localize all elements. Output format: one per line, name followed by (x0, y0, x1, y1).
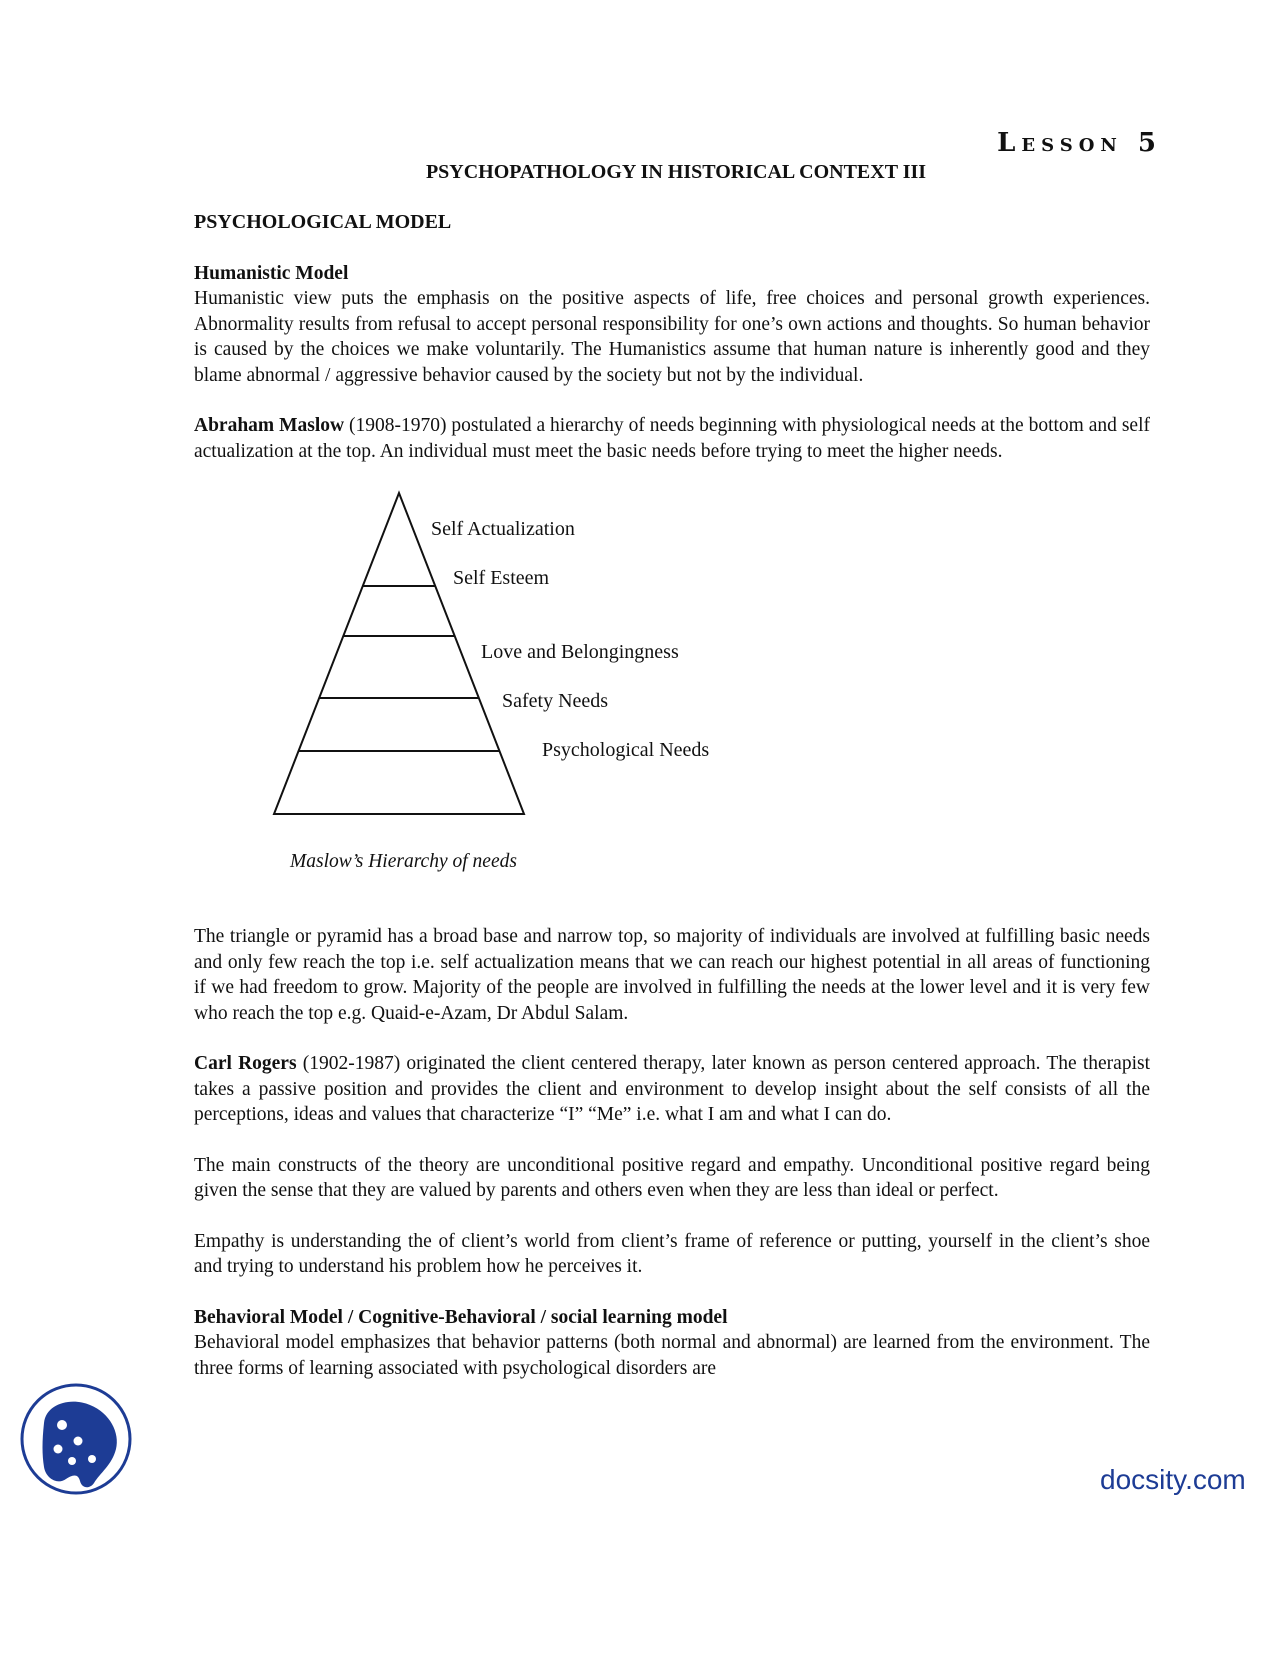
humanistic-paragraph: Humanistic view puts the emphasis on the positive aspects of life, free choices and personal growth experiences. Abnormality results from refusal to accept personal responsibility for one’s own actions and thoughts. So human behavior is caused by the choices we make voluntarily. The Humanistics assume that human nature is inherently good and they blame abnormal / aggressive behavior caused by the society but not by the individual. (194, 288, 1150, 386)
pyramid-level-label: Self Esteem (453, 567, 550, 589)
maslow-paragraph (194, 413, 1150, 464)
rogers-name: Carl Rogers (194, 1053, 297, 1074)
figure-caption: Maslow’s Hierarchy of needs (290, 851, 517, 872)
empathy-paragraph: Empathy is understanding the of client’s world from client’s frame of reference or putting, yourself in the client’s shoe and trying to understand his problem how he perceives it. (194, 1230, 1150, 1277)
maslow-text: (1908-1970) postulated a hierarchy of needs beginning with physiological needs at the bottom and self actualization at the top. An individual must meet the basic needs before trying to meet the higher needs. (194, 415, 1150, 462)
docsity-logo-icon[interactable] (20, 1383, 132, 1495)
lesson-number: Lesson 5 (997, 128, 1162, 158)
triangle-paragraph: The triangle or pyramid has a broad base and narrow top, so majority of individuals are involved at fulfilling basic needs and only few reach the top i.e. self actualization means that we can reach our highest potential in all areas of functioning if we had freedom to grow. Majority of the people are involved in fulfilling the needs at the lower level and it is very few who reach the top e.g. Quaid-e-Azam, Dr Abdul Salam. (194, 926, 1150, 1024)
page-title: PSYCHOPATHOLOGY IN HISTORICAL CONTEXT III (425, 161, 927, 183)
rogers-text: (1902-1987) originated the client centered therapy, later known as person centered approach. The therapist takes a passive position and provides the client and environment to develop insight about the self consists of all the perceptions, ideas and values that characterize “I” “Me” i.e. what I am and what I can do. (194, 1053, 1150, 1125)
document-body (194, 210, 1150, 1381)
docsity-brand-link[interactable]: docsity.com (1100, 1464, 1246, 1495)
pyramid-level-label: Self Actualization (431, 518, 575, 540)
maslow-pyramid-figure (194, 489, 1150, 899)
pyramid-level-label: Love and Belongingness (481, 641, 679, 663)
pyramid-level-label: Safety Needs (502, 690, 609, 712)
humanistic-heading: Humanistic Model (194, 262, 349, 284)
rogers-paragraph (194, 1051, 1150, 1128)
behavioral-heading: Behavioral Model / Cognitive-Behavioral / social learning model (194, 1306, 728, 1328)
behavioral-paragraph: Behavioral model emphasizes that behavior patterns (both normal and abnormal) are learned from the environment. The three forms of learning associated with psychological disorders are (194, 1332, 1150, 1379)
constructs-paragraph: The main constructs of the theory are unconditional positive regard and empathy. Unconditional positive regard being given the sense that they are valued by parents and others even when they are less than ideal or perfect. (194, 1154, 1150, 1201)
section-heading: PSYCHOLOGICAL MODEL (194, 211, 452, 233)
maslow-name: Abraham Maslow (194, 415, 345, 436)
pyramid-level-label: Psychological Needs (542, 739, 710, 761)
